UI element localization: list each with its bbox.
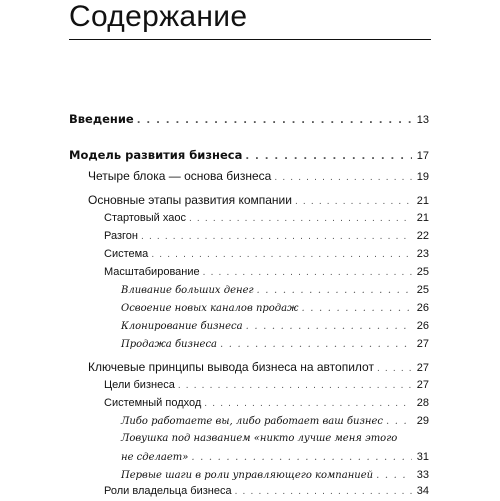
toc-entry-four-blocks[interactable] — [88, 167, 429, 185]
toc-entry-page: 27 — [416, 338, 429, 350]
toc-entry-trap[interactable] — [121, 448, 429, 466]
dot-leader — [137, 112, 412, 130]
toc-entry-label: Клонирование бизнеса — [121, 321, 243, 332]
dot-leader — [386, 413, 412, 431]
toc-entry-label: Введение — [69, 112, 134, 126]
page-title: Содержание — [69, 0, 248, 33]
toc-entry-acceleration[interactable] — [104, 227, 429, 245]
toc-entry-label: Четыре блока — основа бизнеса — [88, 169, 272, 183]
toc-entry-system-approach[interactable] — [104, 394, 429, 412]
toc-entry-business-model[interactable] — [69, 146, 429, 164]
dot-leader — [245, 148, 412, 166]
toc-entry-page: 23 — [416, 248, 429, 260]
dot-leader — [235, 483, 412, 501]
toc-entry-business-goals[interactable] — [104, 376, 429, 394]
toc-entry-page: 26 — [416, 302, 429, 314]
toc-entry-label: Стартовый хаос — [104, 212, 186, 224]
toc-entry-page: 28 — [416, 397, 429, 409]
toc-entry-label: Системный подход — [104, 397, 202, 409]
dot-leader — [203, 264, 412, 282]
dot-leader — [191, 449, 412, 467]
toc-entry-page: 25 — [416, 266, 429, 278]
toc-entry-page: 19 — [416, 171, 429, 183]
toc-entry-owner-roles[interactable] — [104, 482, 429, 500]
toc-entry-system[interactable] — [104, 245, 429, 263]
toc-entry-page: 21 — [416, 212, 429, 224]
toc-entry-label: Вливание больших денег — [121, 285, 254, 296]
dot-leader — [301, 300, 412, 318]
toc-entry-label: Разгон — [104, 230, 138, 242]
toc-entry-page: 13 — [416, 114, 429, 126]
toc-entry-label: Цели бизнеса — [104, 379, 175, 391]
dot-leader — [220, 336, 412, 354]
toc-entry-label-line2: не сделает» — [121, 452, 189, 463]
toc-entry-label: Ключевые принципы вывода бизнеса на автопилот — [88, 360, 374, 374]
dot-leader — [257, 282, 412, 300]
toc-entry-label: Основные этапы развития компании — [88, 193, 292, 207]
toc-entry-page: 26 — [416, 320, 429, 332]
toc-entry-label: Первые шаги в роли управляющего компанией — [121, 470, 374, 481]
dot-leader — [204, 395, 412, 413]
toc-entry-page: 29 — [416, 415, 429, 427]
toc-entry-key-principles[interactable] — [88, 358, 429, 376]
dot-leader — [246, 318, 412, 336]
toc-entry-page: 21 — [416, 195, 429, 207]
toc-entry-business-cloning[interactable] — [121, 317, 429, 335]
dot-leader — [189, 210, 412, 228]
toc-entry-label: Система — [104, 248, 149, 260]
toc-entry-label: Либо работаете вы, либо работает ваш бизнес — [121, 416, 383, 427]
toc-entry-scaling[interactable] — [104, 263, 429, 281]
toc-entry-new-sales-channels[interactable] — [121, 299, 429, 317]
toc-entry-page: 17 — [416, 150, 429, 162]
dot-leader — [274, 169, 412, 187]
toc-entry-starting-chaos[interactable] — [104, 209, 429, 227]
toc-entry-who-works[interactable] — [121, 412, 429, 430]
dot-leader — [151, 246, 412, 264]
toc-entry-label: Освоение новых каналов продаж — [121, 303, 299, 314]
toc-entry-business-sale[interactable] — [121, 335, 429, 353]
toc-entry-label: Продажа бизнеса — [121, 339, 218, 350]
toc-entry-label: Роли владельца бизнеса — [104, 485, 232, 497]
dot-leader — [178, 377, 412, 395]
toc-entry-page: 27 — [416, 362, 429, 374]
toc-entry-page: 25 — [416, 284, 429, 296]
dot-leader — [141, 228, 412, 246]
toc-entry-big-money[interactable] — [121, 281, 429, 299]
toc-entry-page: 34 — [416, 485, 429, 497]
toc-entry-page: 31 — [416, 451, 429, 463]
toc-entry-page: 27 — [416, 379, 429, 391]
toc-entry-label-line1[interactable]: Ловушка под названием «никто лучше меня этого — [121, 433, 398, 444]
toc-entry-development-stages[interactable] — [88, 191, 429, 209]
toc-entry-label: Модель развития бизнеса — [69, 148, 243, 162]
toc-entry-label: Масштабирование — [104, 266, 200, 278]
toc-entry-page: 22 — [416, 230, 429, 242]
toc-entry-page: 33 — [416, 469, 429, 481]
toc-entry-introduction[interactable] — [69, 110, 429, 128]
